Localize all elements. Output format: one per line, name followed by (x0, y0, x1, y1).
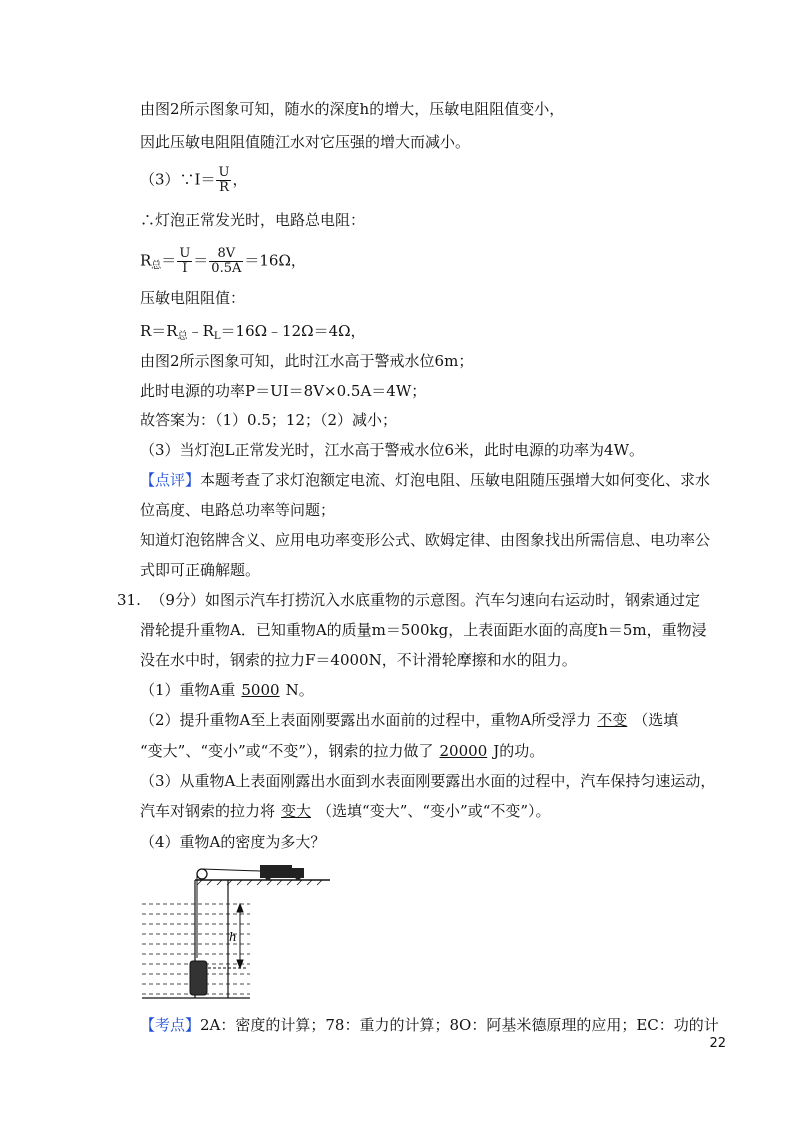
page-number: 22 (709, 1036, 726, 1051)
part-2b: “变大”、“变小”或“不变”），钢索的拉力做了 20000 J的功。 (140, 742, 545, 760)
answer-2: 不变 (597, 711, 628, 729)
question-31-line: 31. （9分）如图示汽车打捞沉入水底重物的示意图。汽车匀速向右运动时，钢索通过定 (117, 591, 700, 609)
text-line: 压敏电阻阻值： (140, 289, 246, 307)
text-line: 故答案为：（1）0.5；12；（2）减小； (140, 411, 398, 429)
formula-total-resistance: $R_总=$ $\frac{U}{I}$ ＝ $\frac{8V}{0.5A}$ ＝16Ω， (140, 246, 306, 276)
cable-horizontal (202, 869, 260, 871)
part-2: （2）提升重物A至上表面刚要露出水面前的过程中，重物A所受浮力 不变 （选填 (140, 711, 679, 729)
answer-1: 5000 (241, 681, 280, 699)
pulley-icon (197, 869, 207, 879)
comment-line: 【点评】本题考查了求灯泡额定电流、灯泡电阻、压敏电阻随压强增大如何变化、求水 (140, 471, 711, 489)
text-line: 此时电源的功率P＝UI＝8V×0.5A＝4W； (140, 382, 427, 400)
part-1: （1）重物A重 5000 N。 (140, 681, 314, 699)
text-line: （3）当灯泡L正常发光时，江水高于警戒水位6米，此时电源的功率为4W。 (140, 441, 645, 459)
text-line: 由图2所示图象可知，随水的深度h的增大，压敏电阻阻值变小， (140, 100, 565, 118)
text-line: 由图2所示图象可知，此时江水高于警戒水位6m； (140, 352, 474, 370)
text-line: 位高度、电路总功率等问题； (140, 501, 336, 519)
part-3: （3）从重物A上表面刚露出水面到水表面刚要露出水面的过程中，汽车保持匀速运动， (140, 772, 716, 790)
formula-sensor-resistance: $R=R_总﹣R_L=16\Omega﹣12\Omega=4\Omega$， (140, 322, 366, 342)
truck-icon (260, 865, 304, 881)
formula-ohm: （3）∵I＝ $\frac{U}{R}$ ， (140, 165, 248, 195)
question-number: 31. (117, 591, 141, 609)
answer-3: 变大 (281, 802, 312, 820)
weight-a (190, 961, 207, 995)
text-line: 式即可正确解题。 (140, 561, 261, 579)
salvage-diagram (140, 858, 340, 1003)
part-3b: 汽车对钢索的拉力将 变大 （选填“变大”、“变小”或“不变”）。 (140, 802, 551, 820)
answer-2b: 20000 (439, 742, 488, 760)
height-marker (208, 904, 246, 968)
part-4: （4）重物A的密度为多大？ (140, 833, 326, 851)
text-line: 知道灯泡铭牌含义、应用电功率变形公式、欧姆定律、由图象找出所需信息、电功率公 (140, 531, 711, 549)
text-line: 滑轮提升重物A．已知重物A的质量m＝500kg，上表面距水面的高度h＝5m，重物浸 (140, 621, 707, 639)
exam-point-line: 【考点】2A：密度的计算；78：重力的计算；8O：阿基米德原理的应用；EC：功的计 (140, 1016, 719, 1034)
height-label: h (229, 930, 237, 944)
text-line: ∴灯泡正常发光时，电路总电阻： (140, 211, 366, 229)
comment-tag: 【点评】 (140, 471, 201, 489)
exam-point-tag: 【考点】 (140, 1016, 201, 1034)
text-line: 因此压敏电阻阻值随江水对它压强的增大而减小。 (140, 133, 471, 151)
text-line: 没在水中时，钢索的拉力F＝4000N，不计滑轮摩擦和水的阻力。 (140, 651, 577, 669)
